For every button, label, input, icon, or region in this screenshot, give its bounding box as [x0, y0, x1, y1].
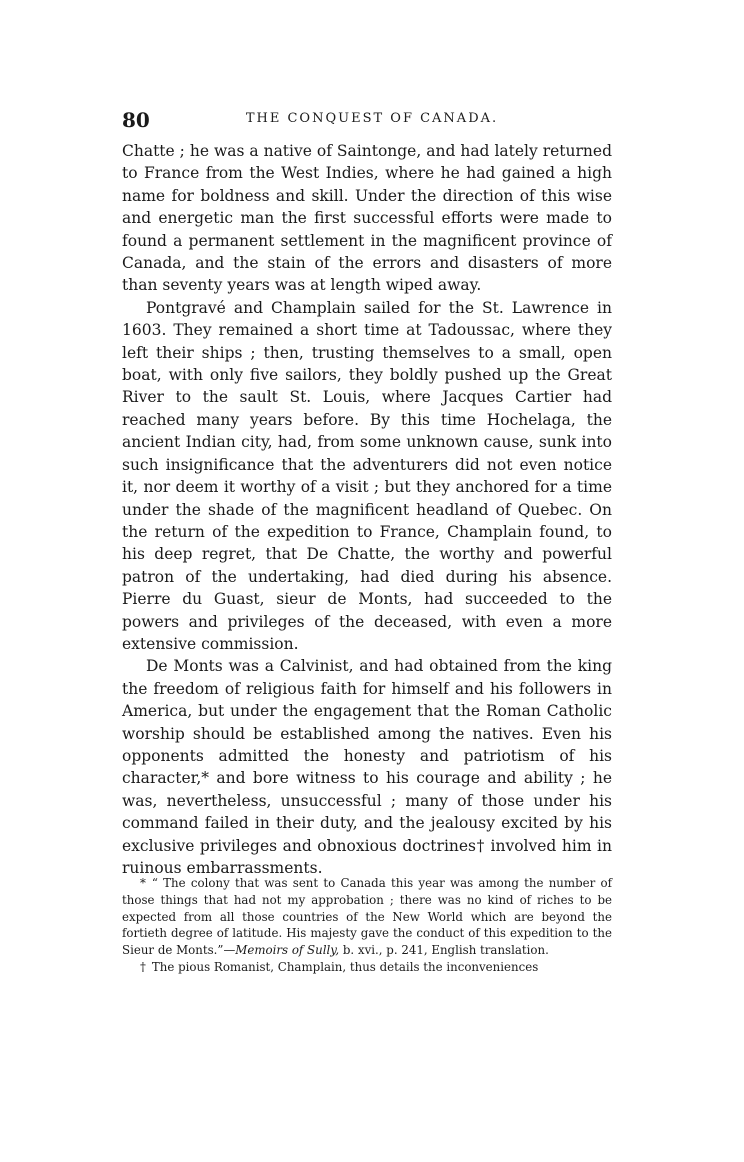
- footnote-2-marker: †: [140, 959, 146, 974]
- page-number: 80: [122, 108, 150, 132]
- footnote-1-source-rest: b. xvi., p. 241, English translation.: [339, 943, 549, 958]
- paragraph-1: Chatte ; he was a native of Saintonge, and had lately returned to France from the West Indies, where he had gained a high name for boldness and skill. Under the direction of this wise and energetic man the first successful efforts were made to found a permanent settlement in the magnificent province of Canada, and the stain of the errors and disasters of more than seventy years was at length wiped away.: [122, 142, 612, 295]
- footnote-2: [122, 959, 612, 976]
- footnotes: [122, 875, 612, 976]
- footnote-1-source-title: Memoirs of Sully,: [235, 943, 340, 958]
- footnote-2-text: The pious Romanist, Champlain, thus details the inconveniences: [151, 959, 539, 974]
- footnote-1-marker: *: [140, 876, 146, 890]
- footnote-1-text: “ The colony that was sent to Canada this year was among the number of those things that had not my approbation ; there was no kind of riches to be expected from all those countries of the New World which are beyond the fortieth degree of latitude. His majesty gave the conduct of this expedition to the Sieur de Monts.”—: [122, 876, 612, 958]
- paragraph-2: Pontgravé and Champlain sailed for the St. Lawrence in 1603. They remained a short time at Tadoussac, where they left their ships ; then, trusting themselves to a small, open boat, with only five sailors, they boldly pushed up the Great River to the sault St. Louis, where Jacques Cartier had reached many years before. By this time Hochelaga, the ancient Indian city, had, from some unknown cause, sunk into such insignificance that the adventurers did not even notice it, nor deem it worthy of a visit ; but they anchored for a time under the shade of the magnificent headland of Quebec. On the return of the expedition to France, Champlain found, to his deep regret, that De Chatte, the worthy and powerful patron of the undertaking, had died during his absence. Pierre du Guast, sieur de Monts, had succeeded to the powers and privileges of the deceased, with even a more extensive commission.: [122, 298, 612, 653]
- running-title: THE CONQUEST OF CANADA.: [245, 111, 499, 126]
- footnote-1: [122, 875, 612, 959]
- page-header: [122, 108, 622, 134]
- paragraph-3: De Monts was a Calvinist, and had obtained from the king the freedom of religious faith for himself and his followers in America, but under the engagement that the Roman Catholic worship should be established among the natives. Even his opponents admitted the honesty and patriotism of his character,* and bore witness to his courage and ability ; he was, nevertheless, unsuccessful ; many of those under his command failed in their duty, and the jealousy excited by his exclusive privileges and obnoxious doctrines† involved him in ruinous embarrassments.: [122, 657, 612, 877]
- body-text: [122, 140, 612, 879]
